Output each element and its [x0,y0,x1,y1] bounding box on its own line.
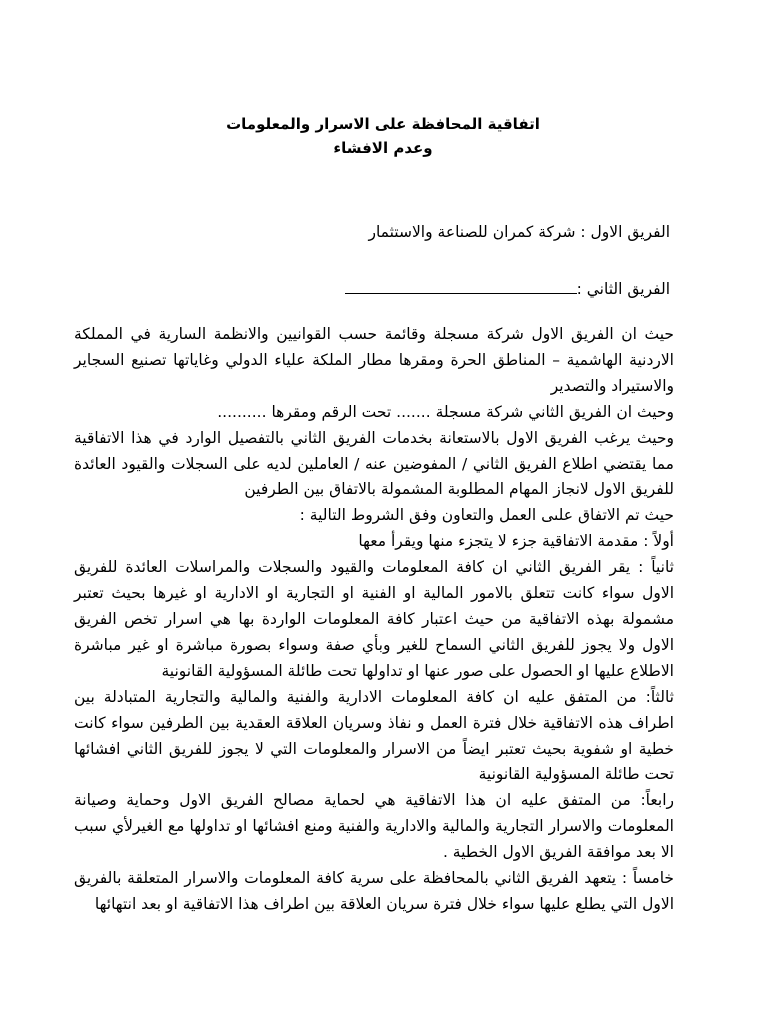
clause-first: أولاً : مقدمة الاتفاقية جزء لا يتجزء منها ويقرأ معها [358,532,674,551]
clause-third: ثالثاً: من المتفق عليه ان كافة المعلومات الادارية والفنية والمالية والتجارية المتبادلة بين اطراف هذه الاتفاقية خلال فترة العمل و نفاذ وسريان العلاقة العقدية بين الطرفين سواء كانت خطية او شفوية بحيث تعتبر ايضاً من الاسرار والمعلومات التي لا يجوز للفريق الثاني افشائها تحت طائلة المسؤولية القانونية [74,687,674,784]
agreement-intro: حيث تم الاتفاق علىى العمل والتعاون وفق الشروط التالية : [299,506,674,525]
title-line-2: وعدم الافشاء [333,139,433,157]
second-party-label: الفريق الثاني : [576,280,670,298]
first-party-line: الفريق الاول : شركة كمران للصناعة والاستثمار [368,223,670,241]
clause-fifth: خامساً : يتعهد الفريق الثاني بالمحافظة على سرية كافة المعلومات والاسرار المتعلقة بالفريق الاول التي يطلع عليها سواء خلال فترة سريان العلاقة بين اطراف هذا الاتفاقية او بعد انتهائها [74,869,674,913]
second-party-line [345,277,670,301]
recital-services: وحيث يرغب الفريق الاول بالاستعانة بخدمات الفريق الثاني بالتفصيل الوارد في هذا الاتفاقية مما يقتضي اطلاع الفريق الثاني / المفوضين عنه / العاملين لديه على السجلات والقيود العائدة للفريق الاول لانجاز المهام المطلوبة المشمولة بالاتفاق بين الطرفين [74,428,674,499]
title-line-1: اتفاقية المحافظة على الاسرار والمعلومات [226,115,540,133]
recital-second-party: وحيث ان الفريق الثاني شركة مسجلة ....... تحت الرقم ومقرها .......... [217,402,674,421]
second-party-blank [345,277,577,294]
document-title [0,112,768,160]
clause-second: ثانياً : يقر الفريق الثاني ان كافة المعلومات والقيود والسجلات والمراسلات العائدة للفريق الاول سواء كانت تتعلق بالامور المالية او الفنية او التجارية او الادارية او غيرها بحيث تعتبر مشمولة بهذه الاتفاقية من حيث اعتبار كافة المعلومات الواردة بها هي اسرار تخص الفريق الاول ولا يجوز للفريق الثاني السماح للغير وبأي صفة وسواء بصورة مباشرة او غير مباشرة الاطلاع عليها او الحصول على صور عنها او تداولها تحت طائلة المسؤولية القانونية [74,558,674,680]
recital-first-party: حيث ان الفريق الاول شركة مسجلة وقائمة حسب القوانيين والانظمة السارية في المملكة الاردنية الهاشمية – المناطق الحرة ومقرها مطار الملكة علياء الدولي وغاياتها تصنيع السجاير والاستيراد والتصدير [74,325,674,395]
agreement-body [74,322,674,918]
clause-fourth: رابعاً: من المتفق عليه ان هذا الاتفاقية هي لحماية مصالح الفريق الاول وحماية وصيانة المعلومات والاسرار التجارية والمالية والادارية والفنية ومنع افشائها او تداولها مع الغيرلأي سبب الا بعد موافقة الفريق الاول الخطية . [74,791,674,862]
